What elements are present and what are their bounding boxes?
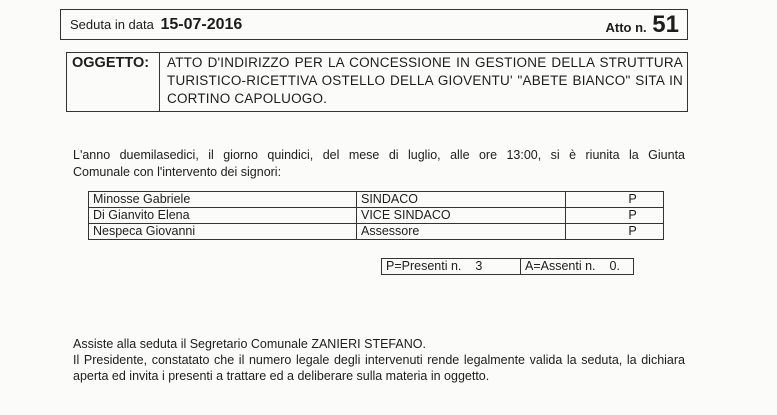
member-name: Di Gianvito Elena: [89, 208, 357, 224]
intro-line-1: L'anno duemilasedici, il giorno quindici, del mese di luglio, alle ore 13:00, si è riunita la Giunta: [73, 148, 685, 162]
atto-number: 51: [652, 11, 679, 38]
presenti-value: 3: [475, 259, 483, 273]
closing-section: [73, 336, 685, 384]
table-row: [89, 192, 664, 208]
table-row: [89, 224, 664, 240]
header-box: [60, 9, 688, 40]
table-row: [89, 208, 664, 224]
member-role: VICE SINDACO: [357, 208, 566, 224]
oggetto-text: ATTO D'INDIRIZZO PER LA CONCESSIONE IN GESTIONE DELLA STRUTTURA TURISTICO-RICETTIVA OSTELLO DELLA GIOVENTU' "ABETE BIANCO" SITA IN CORTINO CAPOLUOGO.: [159, 52, 688, 112]
closing-paragraph-1: Assiste alla seduta il Segretario Comunale ZANIERI STEFANO.: [73, 337, 426, 351]
presenti-cell: [382, 259, 521, 275]
intro-line-2: Comunale con l'intervento dei signori:: [73, 165, 282, 179]
members-table: [88, 191, 664, 240]
oggetto-label: OGGETTO:: [66, 52, 160, 74]
atto-info: [606, 11, 679, 39]
intro-paragraph: [73, 147, 685, 181]
member-presence: P: [566, 192, 664, 208]
member-name: Nespeca Giovanni: [89, 224, 357, 240]
assenti-value: 0.: [609, 259, 620, 273]
closing-paragraph-2: Il Presidente, constatato che il numero legale degli intervenuti rende legalmente valida la seduta, la dichiara aperta ed invita i presenti a trattare ed a deliberare sulla materia in oggetto.: [73, 353, 685, 383]
assenti-cell: [521, 259, 634, 275]
seduta-label: Seduta in data: [70, 17, 154, 32]
atto-label: Atto n.: [605, 20, 647, 35]
presenti-label: P=Presenti n.: [386, 259, 462, 273]
member-role: Assessore: [357, 224, 566, 240]
member-presence: P: [566, 224, 664, 240]
assenti-label: A=Assenti n.: [525, 259, 596, 273]
seduta-date: 15-07-2016: [160, 16, 243, 33]
member-name: Minosse Gabriele: [89, 192, 357, 208]
member-role: SINDACO: [357, 192, 566, 208]
seduta-info: [70, 16, 242, 34]
member-presence: P: [566, 208, 664, 224]
table-row: [382, 259, 634, 275]
attendance-summary: [381, 258, 634, 275]
